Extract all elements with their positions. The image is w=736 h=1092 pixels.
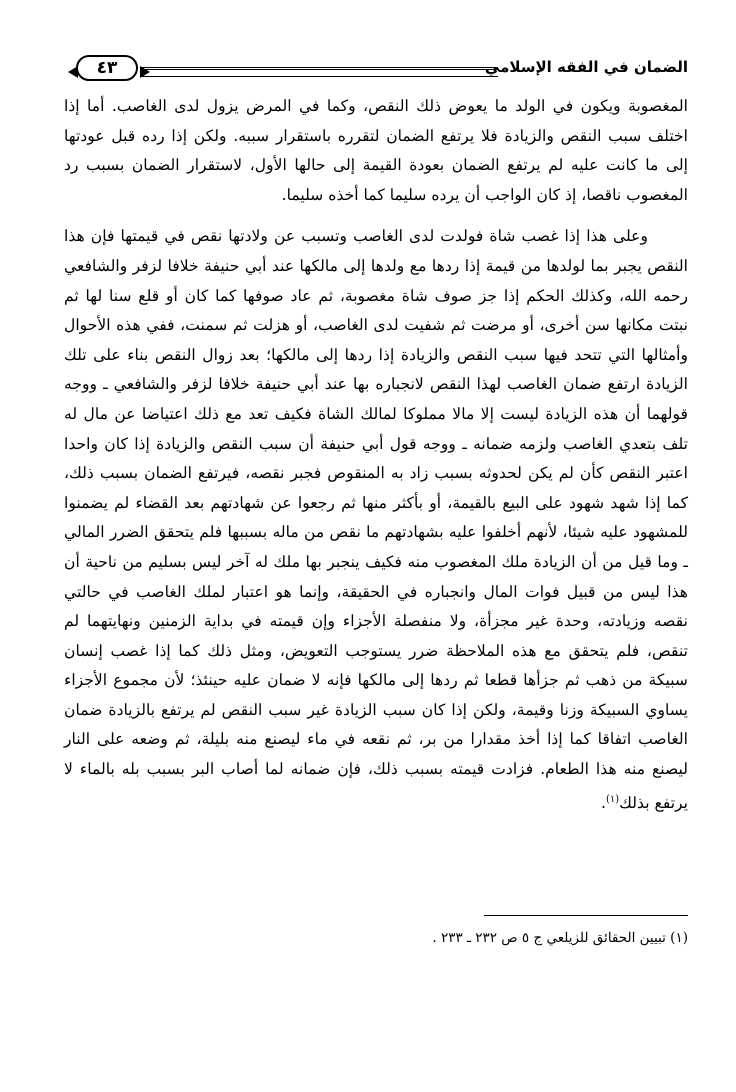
paragraph-2-end: . — [600, 793, 606, 812]
badge-ornament-left — [68, 66, 78, 78]
paragraph-2-text: وعلى هذا إذا غصب شاة فولدت لدى الغاصب وتسبب عن ولادتها نقص في قيمتها فإن هذا النقص يجبر بما لولدها من قيمة إذا ردها مع ولدها إلى مالكها عند أبي حنيفة خلافا لزفر والشافعي رحمه الله، وكذلك الحكم إذا جز صوف شاة مغصوبة، ثم عاد صوفها كما كان أو قلع سنا لها ثم نبتت مكانها سن أخرى، أو مرضت ثم شفيت لدى الغاصب، أو هزلت ثم سمنت، ففي هذه الأحوال وأمثالها التي تتحد فيها سبب النقص والزيادة إذا ردها إلى مالكها؛ بعد زوال النقص بناء على تلك الزيادة ارتفع ضمان الغاصب لهذا النقص لانجباره بها عند أبي حنيفة خلافا لزفر والشافعي ـ ووجه قولهما أن هذه الزيادة ليست إلا مالا مملوكا لمالك الشاة فكيف تعد مع ذلك اعتياضا عن مال له تلف بتعدي الغاصب ولزمه ضمانه ـ ووجه قول أبي حنيفة أن سبب النقص والزيادة إذا كان واحدا اعتبر النقص كأن لم يكن لحدوثه بسبب زاد به المنقوص فجبر نقصه، فيرتفع الضمان بسبب ذلك، كما إذا شهد شهود على البيع بالقيمة، أو بأكثر منها ثم رجعوا عن شهادتهم بعد القضاء لم يضمنوا للمشهود عليه شيئا، لأنهم أخلفوا عليه بشهادتهم ما نقص من ماله بسببها فلم يتحقق الضرر المالي ـ وما قيل من أن الزيادة ملك المغصوب منه فكيف ينجبر بها ملك له آخر ليس بسليم من ناحية أن هذا ليس من قبيل فوات المال وانجباره في الحقيقة، وإنما هو اعتبار لملك الغاصب في حالتي نقصه وزيادته، وحدة غير مجزأة، ولا منفصلة الأجزاء وإن قيمته في بداية الزمنين ونهايتهما لم تنقص، فلم يتحقق مع هذه الملاحظة ضرر يستوجب التعويض، ومثل ذلك كما إذا غصب إنسان سبيكة من ذهب ثم جزأها قطعا ثم ردها إلى مالكها فإنه لا ضمان عليه حينئذ؛ لأن مجموع الأجزاء يساوي السبيكة وزنا وقيمة، ولكن إذا كان سبب الزيادة غير سبب النقص لم يرتفع بالزيادة ضمان الغاصب اتفاقا كما إذا أخذ مقدارا من بر، ثم نقعه في ماء ليصنع منه بليلة، ثم وضعه على النار ليصنع منه هذا الطعام. فزادت قيمته بسبب ذلك، فإن ضمانه لما أصاب البر بسبب بله بالماء لا يرتفع بذلك — [64, 227, 688, 812]
page-number-badge — [76, 55, 138, 81]
footnote-reference: (١) — [605, 793, 620, 805]
footnote: (١) تبيين الحقائق للزيلعي ج ٥ ص ٢٣٢ ـ ٢٣٣ . — [432, 930, 688, 946]
paragraph-1: المغصوبة ويكون في الولد ما يعوض ذلك النقص، وكما في المرض يزول لدى الغاصب. أما إذا اختلف سبب النقص والزيادة فلا يرتفع الضمان لتقرره باستقرار سببه. ولكن إذا رده قبل عودتها إلى ما كانت عليه لم يرتفع الضمان بعودة القيمة إلى حالها الأول، لاستقرار الضمان بسبب رد المغصوب ناقصا، إذ كان الواجب أن يرده سليما كما أخذه سليما. — [64, 97, 688, 204]
footnote-separator — [484, 915, 688, 916]
badge-ornament-right — [140, 66, 150, 78]
running-title: الضمان في الفقه الإسلامي — [484, 58, 688, 76]
page-number: ٤٣ — [96, 58, 118, 78]
header-rule — [140, 67, 498, 77]
page-header — [76, 54, 688, 88]
paragraph-2 — [64, 222, 688, 818]
main-text — [64, 92, 688, 818]
